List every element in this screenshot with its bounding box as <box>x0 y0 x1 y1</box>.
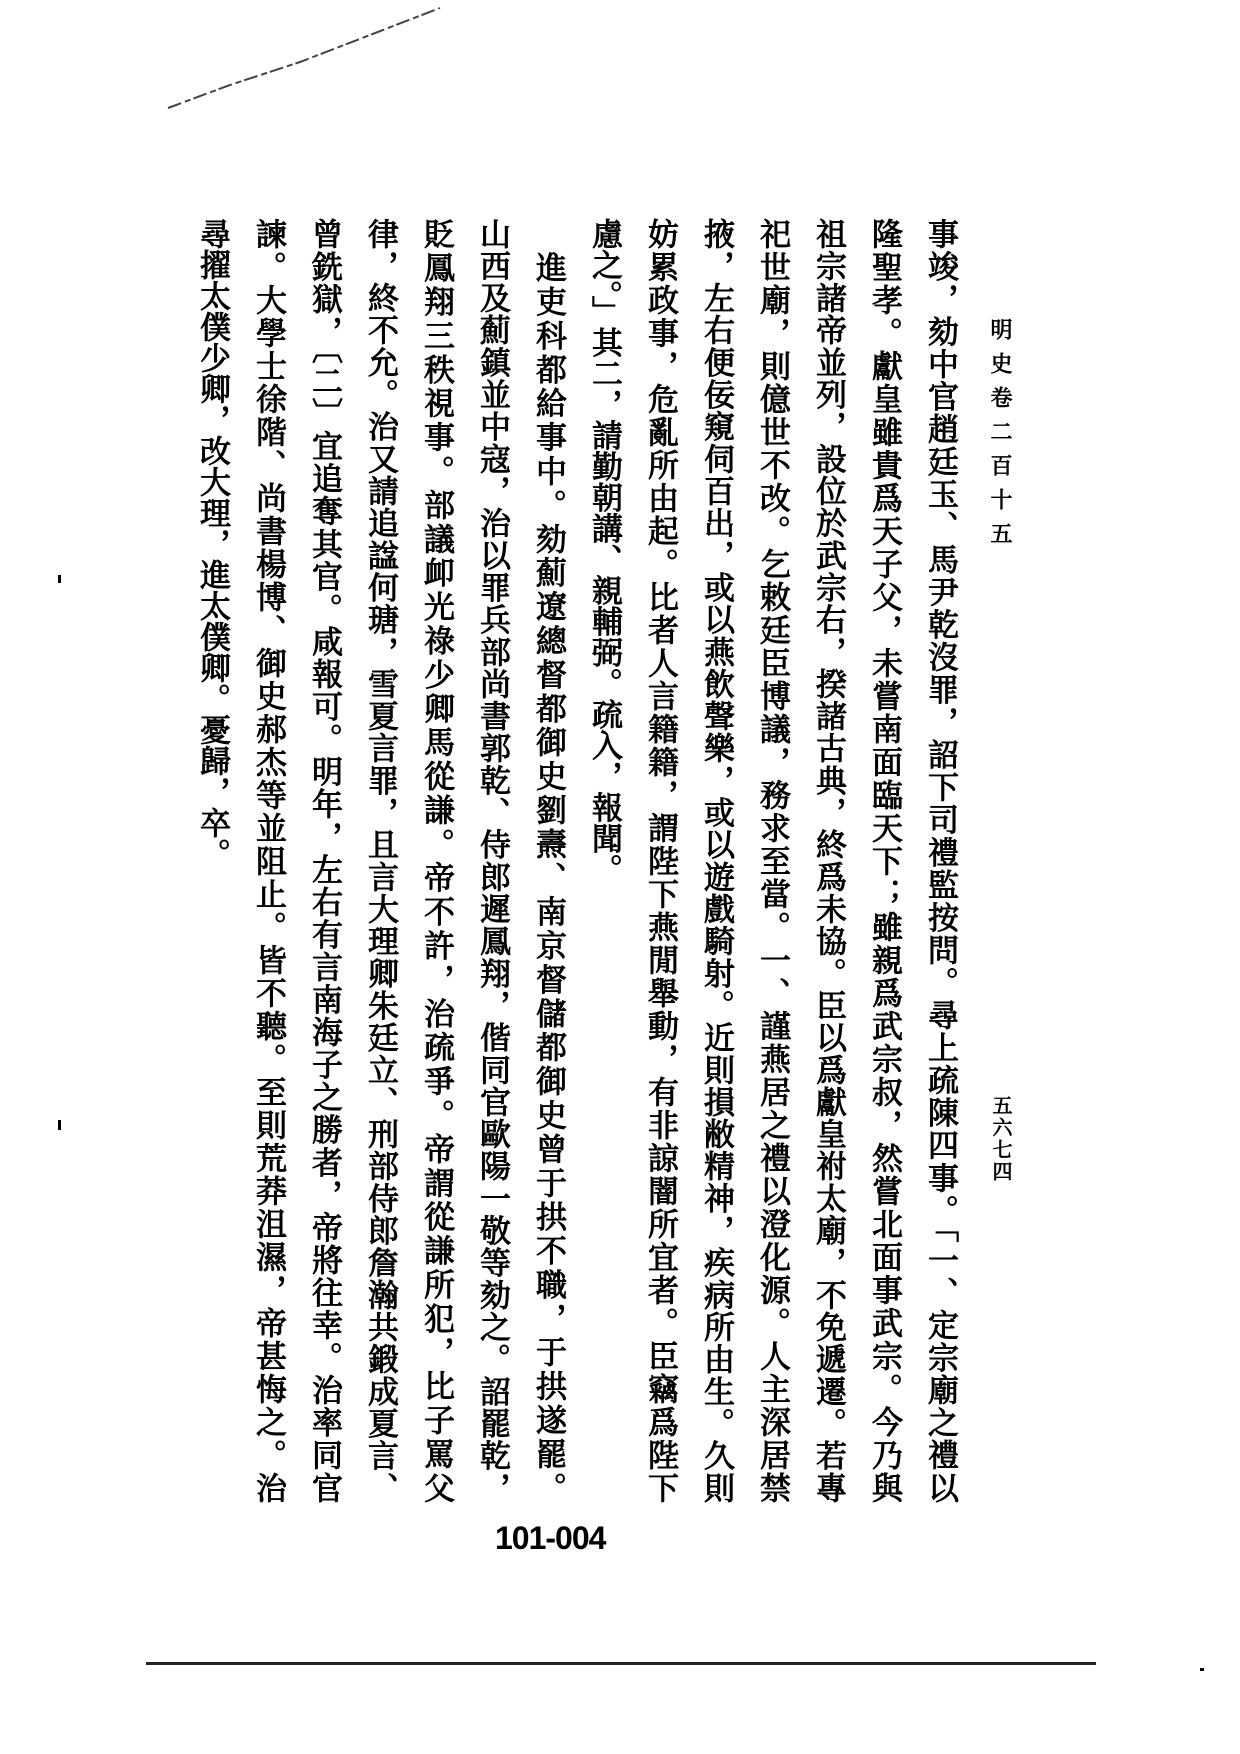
text-column: 事竣，劾中官趙廷玉、馬尹乾沒罪，詔下司禮監按問。尋上疏陳四事。「一、定宗廟之禮以 <box>922 218 958 1503</box>
text-column: 祀世廟，則億世不改。乞敕廷臣博議，務求至當。一、謹燕居之禮以澄化源。人主深居禁 <box>754 218 790 1503</box>
text-column: 律，終不允。治又請追諡何瑭，雪夏言罪，且言大理卿朱廷立、刑部侍郎詹瀚共鍛成夏言、 <box>362 218 398 1503</box>
text-column: 山西及薊鎮並中寇，治以罪兵部尚書郭乾、侍郎遲鳳翔，偕同官歐陽一敬等劾之。詔罷乾， <box>474 218 510 1503</box>
text-column: 貶鳳翔三秩視事。部議卹光祿少卿馬從謙。帝不許，治疏爭。帝謂從謙所犯，比子罵父 <box>418 218 454 1503</box>
text-column: 妨累政事，危亂所由起。比者人言籍籍，謂陛下燕閒舉動，有非諒闇所宜者。臣竊爲陛下 <box>642 218 678 1503</box>
bottom-rule <box>146 1662 1096 1665</box>
main-text <box>184 218 968 1503</box>
text-column: 掖，左右便佞窺伺百出，或以燕飲聲樂，或以遊戲騎射。近則損敝精神，疾病所由生。久則 <box>698 218 734 1503</box>
text-column: 曾銑獄，〔二〕宜追奪其官。咸報可。明年，左右有言南海子之勝者，帝將往幸。治率同官 <box>306 218 342 1503</box>
text-column: 隆聖孝。獻皇雖貴爲天子父，未嘗南面臨天下；雖親爲武宗叔，然嘗北面事武宗。今乃與 <box>866 218 902 1503</box>
text-column: 祖宗諸帝並列，設位於武宗右，揆諸古典，終爲未協。臣以爲獻皇祔太廟，不免遞遷。若專 <box>810 218 846 1503</box>
text-column: 尋擢太僕少卿，改大理，進太僕卿。憂歸，卒。 <box>194 218 230 869</box>
running-head: 明史卷二百十五 <box>987 318 1013 556</box>
page-number: 五六七四 <box>989 1095 1013 1183</box>
footer-code: 101-004 <box>495 1520 606 1556</box>
text-column: 慮之。」其二，請勤朝講、親輔弼。疏入，報聞。 <box>586 218 622 885</box>
text-column: 諫。大學士徐階、尚書楊博、御史郝杰等並阻止。皆不聽。至則荒莽沮濕，帝甚悔之。治 <box>250 218 286 1503</box>
text-column: 進吏科都給事中。劾薊遼總督都御史劉燾、南京督儲都御史曾于拱不職，于拱遂罷。 <box>530 218 566 1503</box>
